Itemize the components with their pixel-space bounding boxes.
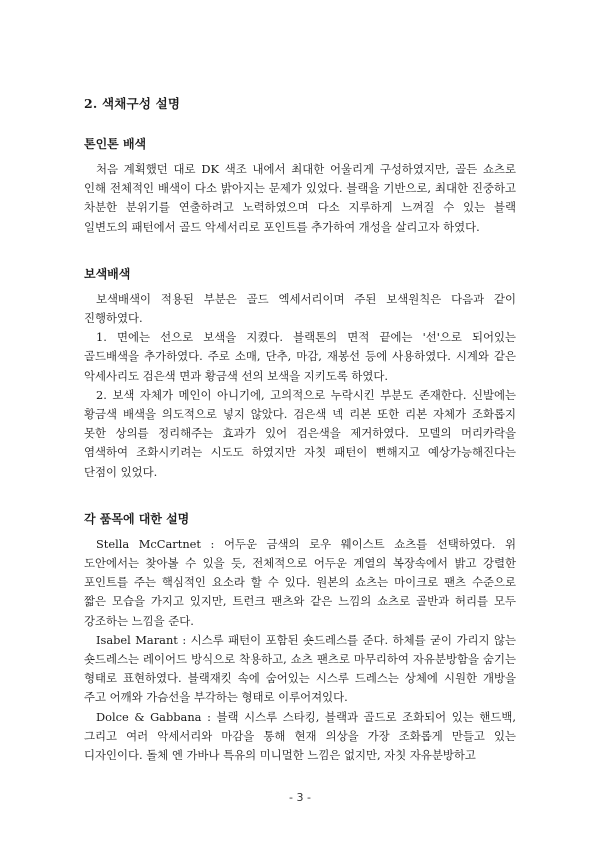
- page-content: [84, 94, 516, 765]
- subheading-tone-in-tone: 톤인톤 배색: [84, 137, 147, 151]
- paragraph: 보색배색이 적용된 부분은 골드 엑세서리이며 주된 보색원칙은 다음과 같이 진행하였다.: [84, 291, 516, 326]
- section-complementary: [84, 265, 516, 482]
- paragraph: 처음 계획했던 대로 DK 색조 내에서 최대한 어울리게 구성하였지만, 골든 쇼츠로 인해 전체적인 배색이 다소 밝아지는 문제가 있었다. 블랙을 기반으로, 최대한 진중하고 차분한 분위기를 연출하려고 노력하였으며 다소 지루하게 느껴질 수 있는 블랙 일변도의 패턴에서 골드 악세서리로 포인트를 추가하여 개성을 살리고자 하였다.: [84, 162, 516, 234]
- paragraph: Isabel Marant : 시스루 패턴이 포함된 숏드레스를 준다. 하체를 굳이 가리지 않는 숏드레스는 레이어드 방식으로 착용하고, 쇼츠 팬츠로 마무리하여 자유분방함을 숨기는 형태로 표현하였다. 블랙재킷 속에 숨어있는 시스루 드레스는 상체에 시원한 개방을 주고 어깨와 가슴선을 부각하는 형태로 이루어져있다.: [84, 632, 516, 705]
- paragraph: Stella McCartnet : 어두운 금색의 로우 웨이스트 쇼츠를 선택하였다. 위 도안에서는 찾아볼 수 있을 듯, 전체적으로 어두운 계열의 복장속에서 밝고 강렬한 포인트를 주는 핵심적인 요소라 할 수 있다. 원본의 쇼츠는 마이크로 팬츠 수준으로 짧은 모습을 가지고 있지만, 트런크 팬츠와 같은 느낌의 쇼츠로 골반과 허리를 모두 강조하는 느낌을 준다.: [84, 536, 516, 628]
- subheading-items: 각 품목에 대한 설명: [84, 511, 190, 526]
- section-tone-in-tone: [84, 135, 516, 237]
- section-items: [84, 510, 516, 765]
- page-number: - 3 -: [289, 791, 311, 804]
- subheading-complementary: 보색배색: [84, 266, 131, 281]
- paragraph: 1. 면에는 선으로 보색을 지켰다. 블랙톤의 면적 끝에는 '선'으로 되어있는 골드배색을 추가하였다. 주로 소매, 단추, 마감, 재봉선 등에 사용하였다. 시계와 같은 악세사리도 검은색 면과 황금색 선의 보색을 지키도록 하였다.: [84, 330, 516, 383]
- paragraph: 2. 보색 자체가 메인이 아니기에, 고의적으로 누락시킨 부분도 존재한다. 신발에는 황금색 배색을 의도적으로 넣지 않았다. 검은색 넥 리본 또한 리본 자체가 조화롭지 못한 상의를 정리해주는 효과가 있어 검은색을 제거하였다. 모델의 머리카락을 염색하여 조화시키려는 시도도 하였지만 자칫 패턴이 뻔해지고 예상가능해진다는 단점이 있었다.: [84, 387, 516, 479]
- paragraph: Dolce & Gabbana : 블랙 시스루 스타킹, 블랙과 골드로 조화되어 있는 핸드백, 그리고 여러 악세서리와 마감을 통해 현재 의상을 가장 조화롭게 만들고 있는 디자인이다. 돌체 엔 가바나 특유의 미니멀한 느낌은 없지만, 자칫 자유분방하고: [84, 709, 516, 763]
- section-title: 2. 색채구성 설명: [84, 96, 181, 111]
